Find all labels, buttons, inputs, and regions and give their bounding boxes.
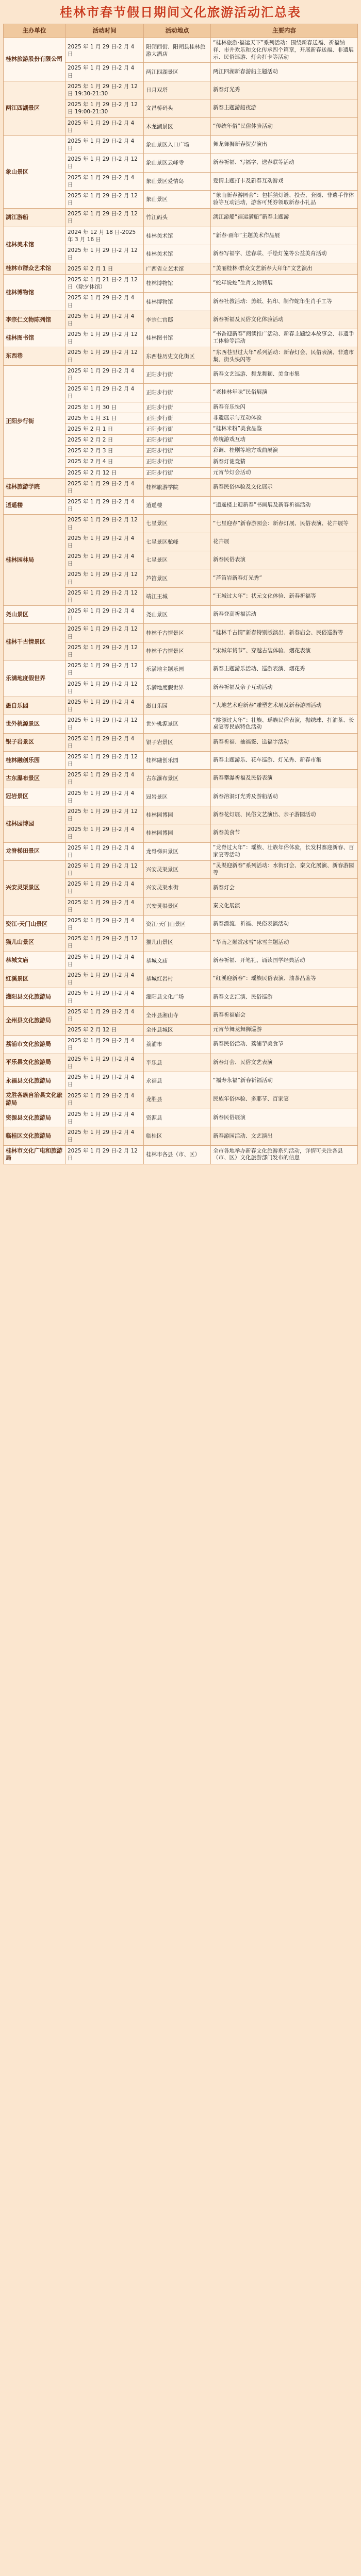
host-cell: 荔浦市文化旅游局 xyxy=(4,1036,65,1054)
place-cell: 象山景区云峰寺 xyxy=(144,154,211,172)
content-cell: 新春漂流、祈福、民俗表演活动 xyxy=(211,915,358,933)
column-header-time: 活动时间 xyxy=(65,24,144,38)
time-cell: 2025 年 1 月 29 日-2 月 12 日 xyxy=(65,934,144,952)
time-cell: 2024 年 12 月 18 日-2025 年 3 月 16 日 xyxy=(65,227,144,245)
host-cell: 银子岩景区 xyxy=(4,733,65,751)
host-cell: 红溪景区 xyxy=(4,970,65,988)
place-cell: 木龙湖景区 xyxy=(144,117,211,135)
time-cell: 2025 年 1 月 29 日-2 月 4 日 xyxy=(65,970,144,988)
place-cell: 恭城红岩村 xyxy=(144,970,211,988)
place-cell: 正阳步行街 xyxy=(144,413,211,423)
content-cell: 全市各地举办新春文化旅游系列活动，详情可关注各县（市、区）文化旅游部门发布的信息 xyxy=(211,1145,358,1164)
table-row xyxy=(4,227,358,245)
host-cell: 临桂区文化旅游局 xyxy=(4,1127,65,1145)
table-row xyxy=(4,1145,358,1164)
table-row xyxy=(4,606,358,624)
time-cell: 2025 年 1 月 29 日-2 月 12 日 xyxy=(65,329,144,347)
place-cell: 永福县 xyxy=(144,1072,211,1090)
time-cell: 2025 年 1 月 29 日-2 月 4 日 xyxy=(65,63,144,81)
place-cell: 世外桃源景区 xyxy=(144,715,211,733)
place-cell: 桂林旅游学院 xyxy=(144,478,211,496)
time-cell: 2025 年 1 月 29 日-2 月 4 日 xyxy=(65,879,144,897)
place-cell: 临桂区 xyxy=(144,1127,211,1145)
place-cell: 桂林融创乐园 xyxy=(144,751,211,769)
place-cell: 兴安灵渠景区 xyxy=(144,860,211,878)
table-row xyxy=(4,275,358,293)
time-cell: 2025 年 1 月 29 日-2 月 12 日 xyxy=(65,587,144,605)
host-cell: 乐满地度假世界 xyxy=(4,660,65,697)
table-body xyxy=(4,38,358,1164)
place-cell: 愚自乐园 xyxy=(144,697,211,715)
time-cell: 2025 年 1 月 29 日-2 月 4 日 xyxy=(65,915,144,933)
place-cell: 正阳步行街 xyxy=(144,467,211,478)
content-cell: “王城过大年”：状元文化体验、新春祈福等 xyxy=(211,587,358,605)
place-cell: 桂林市各县（市、区） xyxy=(144,1145,211,1164)
content-cell: 新春祈福庙会 xyxy=(211,1006,358,1024)
content-cell: 新春祈福、写福字、送春联等活动 xyxy=(211,154,358,172)
content-cell: 秦文化展演 xyxy=(211,897,358,915)
time-cell: 2025 年 1 月 29 日-2 月 4 日 xyxy=(65,988,144,1006)
place-cell: 靖江王城 xyxy=(144,587,211,605)
host-cell: 桂林千古情景区 xyxy=(4,624,65,660)
host-cell: 桂林美术馆 xyxy=(4,227,65,263)
time-cell: 2025 年 1 月 29 日-2 月 12 日 xyxy=(65,679,144,697)
place-cell: 桂林千古情景区 xyxy=(144,642,211,660)
place-cell: 乐满地度假世界 xyxy=(144,679,211,697)
time-cell: 2025 年 2 月 1 日 xyxy=(65,423,144,434)
time-cell: 2025 年 1 月 29 日-2 月 12 日 xyxy=(65,715,144,733)
place-cell: 龙脊梯田景区 xyxy=(144,842,211,860)
time-cell: 2025 年 1 月 29 日-2 月 12 日 xyxy=(65,515,144,533)
content-cell: 新春主题游乐、花车巡游、灯光秀、新春市集 xyxy=(211,751,358,769)
content-cell: “大地艺术迎新春”雕塑艺术展及新春游园活动 xyxy=(211,697,358,715)
content-cell: “老桂林年味”民俗展演 xyxy=(211,384,358,402)
content-cell: “灵渠迎新春”系列活动：水街灯会、秦文化展演、新春游园等 xyxy=(211,860,358,878)
time-cell: 2025 年 1 月 29 日-2 月 12 日 xyxy=(65,1145,144,1164)
content-cell: 新春主题游乐活动、巡游表演、烟花秀 xyxy=(211,660,358,679)
host-cell: 愚自乐园 xyxy=(4,697,65,715)
place-cell: 阳朔西街、阳朔县桂林旅游大酒店 xyxy=(144,38,211,63)
time-cell: 2025 年 1 月 29 日-2 月 4 日 xyxy=(65,770,144,788)
time-cell: 2025 年 1 月 29 日-2 月 4 日 xyxy=(65,1109,144,1127)
host-cell: 灌阳县文化旅游局 xyxy=(4,988,65,1006)
table-row xyxy=(4,697,358,715)
place-cell: 桂林美术馆 xyxy=(144,227,211,245)
place-cell: 兴安灵渠水街 xyxy=(144,879,211,897)
time-cell: 2025 年 1 月 29 日-2 月 4 日 xyxy=(65,1072,144,1090)
table-row xyxy=(4,478,358,496)
host-cell: 东西巷 xyxy=(4,347,65,365)
time-cell: 2025 年 1 月 29 日-2 月 4 日 xyxy=(65,384,144,402)
table-row xyxy=(4,770,358,788)
host-cell: 桂林园博园 xyxy=(4,806,65,842)
time-cell: 2025 年 1 月 29 日-2 月 12 日 xyxy=(65,209,144,227)
time-cell: 2025 年 1 月 29 日-2 月 4 日 xyxy=(65,733,144,751)
time-cell: 2025 年 1 月 29 日-2 月 12 日 19:30-21:30 xyxy=(65,81,144,99)
content-cell: “华南之巅赏冰雪”冰雪主题活动 xyxy=(211,934,358,952)
content-cell: “红溪迎新春”：瑶族民俗表演、油茶品鉴等 xyxy=(211,970,358,988)
table-row xyxy=(4,497,358,515)
time-cell: 2025 年 1 月 29 日-2 月 12 日 19:00-21:30 xyxy=(65,99,144,117)
content-cell: “象山新春游园会”：包括猜灯谜、投壶、套圈、非遗手作体验等互动活动，游客可凭券领取新春小礼品 xyxy=(211,190,358,208)
content-cell: 两江四湖新春游船主题活动 xyxy=(211,63,358,81)
content-cell: 新春民俗活动、荔浦芋美食节 xyxy=(211,1036,358,1054)
content-cell: “传统年俗”民俗体验活动 xyxy=(211,117,358,135)
host-cell: 恭城文庙 xyxy=(4,952,65,970)
column-header-content: 主要内容 xyxy=(211,24,358,38)
content-cell: “逍遥楼上迎新春”书画展及新春祈福活动 xyxy=(211,497,358,515)
content-cell: 爱情主题打卡及新春互动游戏 xyxy=(211,172,358,190)
table-row xyxy=(4,733,358,751)
content-cell: 新春美食节 xyxy=(211,824,358,842)
place-cell: 桂林博物馆 xyxy=(144,293,211,311)
content-cell: “新春·画年”主题美术作品展 xyxy=(211,227,358,245)
time-cell: 2025 年 1 月 29 日-2 月 4 日 xyxy=(65,551,144,569)
content-cell: “宋城年货节”、穿越古装体验、烟花表演 xyxy=(211,642,358,660)
time-cell: 2025 年 1 月 29 日-2 月 4 日 xyxy=(65,365,144,383)
place-cell: 冠岩景区 xyxy=(144,788,211,806)
table-row xyxy=(4,988,358,1006)
table-row xyxy=(4,1036,358,1054)
document-title: 桂林市春节假日期间文化旅游活动汇总表 xyxy=(60,5,301,20)
place-cell: 兴安灵渠景区 xyxy=(144,897,211,915)
time-cell: 2025 年 1 月 29 日-2 月 4 日 xyxy=(65,788,144,806)
table-row xyxy=(4,365,358,383)
table-row xyxy=(4,135,358,154)
host-cell: 李宗仁文物陈列馆 xyxy=(4,311,65,329)
table-row xyxy=(4,952,358,970)
time-cell: 2025 年 1 月 29 日-2 月 4 日 xyxy=(65,697,144,715)
host-cell: 冠岩景区 xyxy=(4,788,65,806)
host-cell: 龙胜各族自治县文化旅游局 xyxy=(4,1090,65,1109)
content-cell: 民族年俗体验、多耶节、百家宴 xyxy=(211,1090,358,1109)
time-cell: 2025 年 1 月 29 日-2 月 12 日 xyxy=(65,660,144,679)
host-cell: 象山景区 xyxy=(4,135,65,208)
column-header-place: 活动地点 xyxy=(144,24,211,38)
host-cell: 猫儿山景区 xyxy=(4,934,65,952)
table-row xyxy=(4,715,358,733)
place-cell: 两江四湖景区 xyxy=(144,63,211,81)
content-cell: “芦笛岩新春灯光秀” xyxy=(211,569,358,587)
table-row xyxy=(4,751,358,769)
host-cell: 桂林图书馆 xyxy=(4,329,65,347)
time-cell: 2025 年 1 月 29 日-2 月 4 日 xyxy=(65,135,144,154)
place-cell: 恭城文庙 xyxy=(144,952,211,970)
place-cell: 正阳步行街 xyxy=(144,402,211,413)
host-cell: 资源县文化旅游局 xyxy=(4,1109,65,1127)
content-cell: 新春主题游船夜游 xyxy=(211,99,358,117)
table-row xyxy=(4,1072,358,1090)
time-cell: 2025 年 1 月 29 日-2 月 4 日 xyxy=(65,172,144,190)
content-cell: “七星迎春”新春游园会：新春灯展、民俗表演、花卉展等 xyxy=(211,515,358,533)
place-cell: 李宗仁官邸 xyxy=(144,311,211,329)
time-cell: 2025 年 2 月 1 日 xyxy=(65,263,144,275)
place-cell: 猫儿山景区 xyxy=(144,934,211,952)
place-cell: 七星景区驼峰 xyxy=(144,533,211,551)
content-cell: “福寿永福”新春祈福活动 xyxy=(211,1072,358,1090)
table-row xyxy=(4,842,358,860)
time-cell: 2025 年 1 月 31 日 xyxy=(65,413,144,423)
time-cell: 2025 年 2 月 4 日 xyxy=(65,456,144,467)
place-cell: 乐满地主题乐园 xyxy=(144,660,211,679)
page xyxy=(0,0,361,1168)
time-cell: 2025 年 2 月 3 日 xyxy=(65,446,144,456)
host-cell: 桂林市群众艺术馆 xyxy=(4,263,65,275)
place-cell: 桂林园博园 xyxy=(144,824,211,842)
place-cell: 芦笛景区 xyxy=(144,569,211,587)
host-cell: 兴安灵渠景区 xyxy=(4,860,65,915)
host-cell: 永福县文化旅游局 xyxy=(4,1072,65,1090)
content-cell: 舞龙舞狮新春贺岁演出 xyxy=(211,135,358,154)
table-row xyxy=(4,515,358,533)
time-cell: 2025 年 1 月 29 日-2 月 4 日 xyxy=(65,897,144,915)
time-cell: 2025 年 1 月 29 日-2 月 4 日 xyxy=(65,824,144,842)
place-cell: 正阳步行街 xyxy=(144,435,211,446)
content-cell: 新春游园活动、文艺演出 xyxy=(211,1127,358,1145)
place-cell: 东西巷历史文化街区 xyxy=(144,347,211,365)
place-cell: 古东瀑布景区 xyxy=(144,770,211,788)
place-cell: 尧山景区 xyxy=(144,606,211,624)
content-cell: “东西巷里过大年”系列活动：新春灯会、民俗表演、非遗市集、街头快闪等 xyxy=(211,347,358,365)
place-cell: 龙胜县 xyxy=(144,1090,211,1109)
content-cell: “桂林米粉”美食品鉴 xyxy=(211,423,358,434)
content-cell: 彩调、桂剧等地方戏曲展演 xyxy=(211,446,358,456)
content-cell: 新春溶洞灯光秀及游船活动 xyxy=(211,788,358,806)
table-row xyxy=(4,81,358,99)
host-cell: 桂林旅游学院 xyxy=(4,478,65,496)
table-row xyxy=(4,263,358,275)
time-cell: 2025 年 2 月 12 日 xyxy=(65,467,144,478)
time-cell: 2025 年 1 月 29 日-2 月 4 日 xyxy=(65,38,144,63)
table-header-row xyxy=(4,24,358,38)
table-row xyxy=(4,311,358,329)
place-cell: 象山景区 xyxy=(144,190,211,208)
host-cell: 世外桃源景区 xyxy=(4,715,65,733)
place-cell: 桂林园博园 xyxy=(144,806,211,824)
place-cell: 全州县城区 xyxy=(144,1025,211,1036)
table-row xyxy=(4,788,358,806)
table-row xyxy=(4,38,358,63)
content-cell: 新春祈福、开笔礼、诵读国学经典活动 xyxy=(211,952,358,970)
place-cell: 正阳步行街 xyxy=(144,423,211,434)
place-cell: 荔浦市 xyxy=(144,1036,211,1054)
time-cell: 2025 年 1 月 29 日-2 月 12 日 xyxy=(65,245,144,263)
table-row xyxy=(4,1090,358,1109)
table-row xyxy=(4,915,358,933)
content-cell: 花卉展 xyxy=(211,533,358,551)
content-cell: 新春祈福及亲子互动活动 xyxy=(211,679,358,697)
host-cell: 平乐县文化旅游局 xyxy=(4,1054,65,1072)
time-cell: 2025 年 1 月 29 日-2 月 12 日 xyxy=(65,860,144,878)
content-cell: 新春灯谜竞猜 xyxy=(211,456,358,467)
content-cell: 新春祈福及民俗文化体验活动 xyxy=(211,311,358,329)
host-cell: 正阳步行街 xyxy=(4,365,65,478)
place-cell: 逍遥楼 xyxy=(144,497,211,515)
content-cell: 元宵节舞龙舞狮巡游 xyxy=(211,1025,358,1036)
time-cell: 2025 年 2 月 2 日 xyxy=(65,435,144,446)
content-cell: “桂林千古情”新春特别版演出、新春庙会、民俗巡游等 xyxy=(211,624,358,642)
table-row xyxy=(4,1127,358,1145)
content-cell: 新春文艺汇演、民俗巡游 xyxy=(211,988,358,1006)
content-cell: “书香迎新春”阅读推广活动、新春主题绘本故事会、非遗手工体验等活动 xyxy=(211,329,358,347)
time-cell: 2025 年 1 月 29 日-2 月 4 日 xyxy=(65,1054,144,1072)
time-cell: 2025 年 1 月 29 日-2 月 12 日 xyxy=(65,154,144,172)
content-cell: 新春社教活动：剪纸、拓印、制作蛇年生肖手工等 xyxy=(211,293,358,311)
time-cell: 2025 年 1 月 29 日-2 月 4 日 xyxy=(65,1090,144,1109)
table-row xyxy=(4,970,358,988)
time-cell: 2025 年 1 月 29 日-2 月 12 日 xyxy=(65,347,144,365)
host-cell: 桂林园林局 xyxy=(4,515,65,606)
place-cell: 正阳步行街 xyxy=(144,365,211,383)
activity-table xyxy=(3,24,358,1164)
time-cell: 2025 年 1 月 29 日-2 月 4 日 xyxy=(65,1127,144,1145)
time-cell: 2025 年 1 月 29 日-2 月 4 日 xyxy=(65,606,144,624)
time-cell: 2025 年 1 月 29 日-2 月 12 日 xyxy=(65,624,144,642)
content-cell: 漓江游船“福运满船”新春主题游 xyxy=(211,209,358,227)
content-cell: 非遗展示与互动体验 xyxy=(211,413,358,423)
time-cell: 2025 年 1 月 29 日-2 月 12 日 xyxy=(65,190,144,208)
place-cell: 象山景区入口广场 xyxy=(144,135,211,154)
time-cell: 2025 年 2 月 12 日 xyxy=(65,1025,144,1036)
table-row xyxy=(4,347,358,365)
content-cell: “桃源过大年”：壮族、瑶族民俗表演，抛绣球、打油茶、长桌宴等民族特色活动 xyxy=(211,715,358,733)
time-cell: 2025 年 1 月 29 日-2 月 12 日 xyxy=(65,642,144,660)
place-cell: 桂林博物馆 xyxy=(144,275,211,293)
table-row xyxy=(4,209,358,227)
content-cell: 传统游戏互动 xyxy=(211,435,358,446)
host-cell: 两江四湖景区 xyxy=(4,81,65,135)
content-cell: 新春攀瀑祈福及民俗表演 xyxy=(211,770,358,788)
content-cell: “蛇年说蛇”生肖文物特展 xyxy=(211,275,358,293)
host-cell: 逍遥楼 xyxy=(4,497,65,515)
place-cell: 桂林千古情景区 xyxy=(144,624,211,642)
host-cell: 古东瀑布景区 xyxy=(4,770,65,788)
host-cell: 漓江游船 xyxy=(4,209,65,227)
time-cell: 2025 年 1 月 30 日 xyxy=(65,402,144,413)
place-cell: 正阳步行街 xyxy=(144,456,211,467)
table-row xyxy=(4,624,358,642)
time-cell: 2025 年 1 月 29 日-2 月 4 日 xyxy=(65,1036,144,1054)
time-cell: 2025 年 1 月 29 日-2 月 12 日 xyxy=(65,751,144,769)
place-cell: 正阳步行街 xyxy=(144,446,211,456)
place-cell: 七星景区 xyxy=(144,551,211,569)
content-cell: 新春灯会、民俗文艺表演 xyxy=(211,1054,358,1072)
table-row xyxy=(4,860,358,878)
content-cell: 新春灯光秀 xyxy=(211,81,358,99)
place-cell: 平乐县 xyxy=(144,1054,211,1072)
place-cell: 桂林图书馆 xyxy=(144,329,211,347)
content-cell: 新春花灯展、民俗文艺演出、亲子游园活动 xyxy=(211,806,358,824)
host-cell: 龙脊梯田景区 xyxy=(4,842,65,860)
place-cell: 日月双塔 xyxy=(144,81,211,99)
place-cell: 广西省立艺术馆 xyxy=(144,263,211,275)
place-cell: 象山景区爱情岛 xyxy=(144,172,211,190)
time-cell: 2025 年 1 月 29 日-2 月 4 日 xyxy=(65,952,144,970)
host-cell: 桂林旅游股份有限公司 xyxy=(4,38,65,81)
place-cell: 资江·天门山景区 xyxy=(144,915,211,933)
place-cell: 竹江码头 xyxy=(144,209,211,227)
table-row xyxy=(4,660,358,679)
content-cell: 新春音乐快闪 xyxy=(211,402,358,413)
time-cell: 2025 年 1 月 29 日-2 月 4 日 xyxy=(65,842,144,860)
place-cell: 七星景区 xyxy=(144,515,211,533)
column-header-host: 主办单位 xyxy=(4,24,65,38)
host-cell: 资江·天门山景区 xyxy=(4,915,65,933)
place-cell: 灌阳县文化广场 xyxy=(144,988,211,1006)
content-cell: 新春登高祈福活动 xyxy=(211,606,358,624)
time-cell: 2025 年 1 月 29 日-2 月 4 日 xyxy=(65,478,144,496)
table-row xyxy=(4,1054,358,1072)
table-row xyxy=(4,806,358,824)
host-cell: 桂林博物馆 xyxy=(4,275,65,311)
host-cell: 尧山景区 xyxy=(4,606,65,624)
host-cell: 桂林市文化广电和旅游局 xyxy=(4,1145,65,1164)
table-row xyxy=(4,1109,358,1127)
time-cell: 2025 年 1 月 29 日-2 月 4 日 xyxy=(65,1006,144,1024)
time-cell: 2025 年 1 月 21 日-2 月 12 日（除夕休馆） xyxy=(65,275,144,293)
content-cell: 新春灯会 xyxy=(211,879,358,897)
place-cell: 资源县 xyxy=(144,1109,211,1127)
time-cell: 2025 年 1 月 29 日-2 月 4 日 xyxy=(65,293,144,311)
content-cell: “龙脊过大年”：瑶族、壮族年俗体验，长发村寨迎新春、百家宴等活动 xyxy=(211,842,358,860)
host-cell: 桂林融创乐园 xyxy=(4,751,65,769)
content-cell: 新春民俗展演 xyxy=(211,1109,358,1127)
place-cell: 银子岩景区 xyxy=(144,733,211,751)
content-cell: “美丽桂林·群众文艺新春大拜年”文艺演出 xyxy=(211,263,358,275)
place-cell: 文昌桥码头 xyxy=(144,99,211,117)
time-cell: 2025 年 1 月 29 日-2 月 12 日 xyxy=(65,569,144,587)
host-cell: 全州县文化旅游局 xyxy=(4,1006,65,1036)
table-row xyxy=(4,329,358,347)
content-cell: 新春文艺巡游、舞龙舞狮、美食市集 xyxy=(211,365,358,383)
place-cell: 全州县湘山寺 xyxy=(144,1006,211,1024)
content-cell: 新春写福字、送春联、手绘灯笼等公益美育活动 xyxy=(211,245,358,263)
table-row xyxy=(4,934,358,952)
time-cell: 2025 年 1 月 29 日-2 月 4 日 xyxy=(65,311,144,329)
time-cell: 2025 年 1 月 29 日-2 月 12 日 xyxy=(65,806,144,824)
content-cell: 新春民俗体验及文化展示 xyxy=(211,478,358,496)
content-cell: 新春民俗表演 xyxy=(211,551,358,569)
time-cell: 2025 年 1 月 29 日-2 月 4 日 xyxy=(65,497,144,515)
time-cell: 2025 年 1 月 29 日-2 月 4 日 xyxy=(65,117,144,135)
content-cell: 元宵节灯会活动 xyxy=(211,467,358,478)
content-cell: 新春祈福、抽福签、送福字活动 xyxy=(211,733,358,751)
time-cell: 2025 年 1 月 29 日-2 月 4 日 xyxy=(65,533,144,551)
place-cell: 桂林美术馆 xyxy=(144,245,211,263)
place-cell: 正阳步行街 xyxy=(144,384,211,402)
table-row xyxy=(4,1006,358,1024)
content-cell: “桂林旅游·福运天下”系列活动：围绕新春送福、祈福纳祥、市井欢乐和文化传承四个篇章，开展新春送福、非遗展示、民俗巡游、灯会打卡等活动 xyxy=(211,38,358,63)
